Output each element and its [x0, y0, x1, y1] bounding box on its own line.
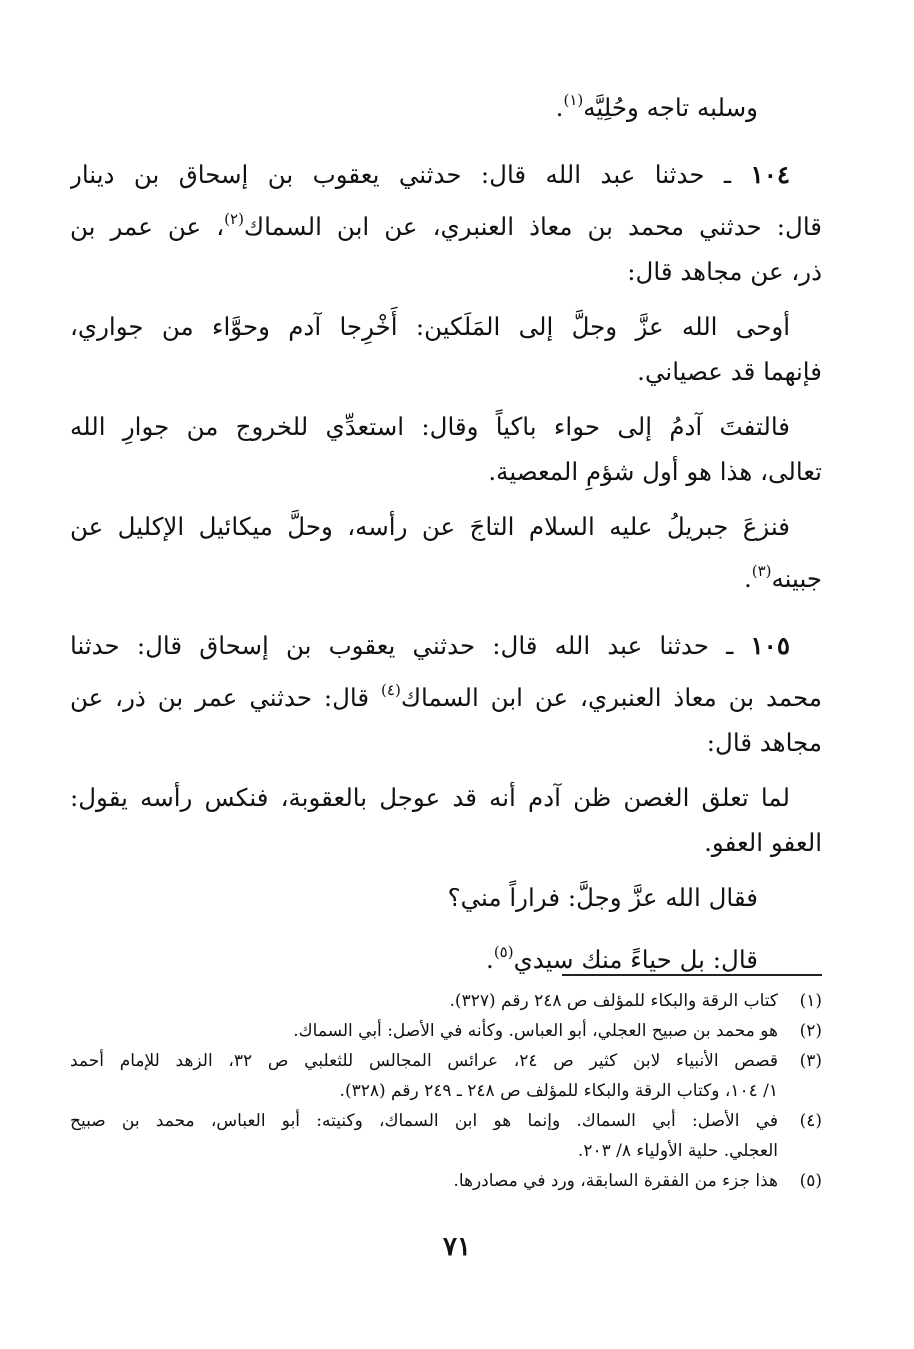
hadith-number: ١٠٥ [750, 631, 790, 660]
text-span: ـ حدثنا عبد الله قال: حدثني يعقوب بن إسحاق بن دينار [70, 160, 732, 189]
footnote-line: قصص الأنبياء لابن كثير ص ٢٤، عرائس المجالس للثعلبي ص ٣٢، الزهد للإمام أحمد [70, 1051, 778, 1071]
footnote-ref: (٤) [381, 681, 401, 699]
footnote-ref: (٢) [224, 210, 244, 228]
footnote-text [70, 1046, 778, 1106]
paragraph-line: لما تعلق الغصن ظن آدم أنه قد عوجل بالعقوبة، فنكس رأسه يقول: [70, 783, 790, 812]
text-span: جبينه [771, 564, 822, 593]
paragraph-line: أوحى الله عزَّ وجلَّ إلى المَلَكين: أَخْرِجا آدم وحوَّاء من جواري، [70, 312, 790, 341]
text-span: ذر، عن مجاهد قال: [627, 257, 822, 286]
page-number: ٧١ [443, 1232, 471, 1262]
hadith-line [70, 668, 822, 720]
footnote-5 [70, 1166, 822, 1196]
footnote-line: هذا جزء من الفقرة السابقة، ورد في مصادرها. [453, 1171, 778, 1191]
paragraph-line [70, 549, 822, 601]
hadith-line [70, 249, 822, 294]
footnote-text [70, 1166, 778, 1196]
paragraph-line: فقال الله عزَّ وجلَّ: فراراً مني؟ [447, 883, 758, 912]
text-span: مجاهد قال: [706, 728, 822, 757]
footnote-number: (٣) [799, 1051, 822, 1071]
text-span: قال: حدثني محمد بن معاذ العنبري، عن ابن السماك [243, 212, 822, 241]
hadith-line [70, 197, 822, 249]
footnote-number: (٤) [799, 1111, 822, 1131]
text-span: ، عن عمر بن [70, 212, 225, 241]
paragraph [70, 875, 822, 920]
footnote-ref: (١) [563, 91, 584, 109]
hadith-line [70, 152, 822, 197]
text-span: وسلبه تاجه وحُلِيَّه [583, 93, 758, 122]
footnote-number: (٥) [799, 1171, 822, 1191]
footnote-separator [562, 974, 822, 976]
opening-line [70, 78, 822, 130]
hadith-line [70, 720, 822, 765]
footnote-number: (٢) [799, 1021, 822, 1041]
text-span: . [743, 564, 752, 593]
footnote-4 [70, 1106, 822, 1166]
footnote-3 [70, 1046, 822, 1106]
paragraph-line: العفو العفو. [704, 828, 822, 857]
paragraph-line: فالتفتَ آدمُ إلى حواء باكياً وقال: استعدِّي للخروج من جوارِ الله [70, 412, 790, 441]
hadith-line [70, 623, 822, 668]
footnote-line: ١/ ١٠٤، وكتاب الرقة والبكاء للمؤلف ص ٢٤٨ ـ ٢٤٩ رقم (٣٢٨). [339, 1081, 778, 1101]
footnote-text [70, 1106, 778, 1166]
text-span: . [486, 945, 494, 974]
paragraph [70, 404, 822, 494]
footnote-line: كتاب الرقة والبكاء للمؤلف ص ٢٤٨ رقم (٣٢٧). [449, 991, 778, 1011]
hadith-number: ١٠٤ [750, 160, 791, 189]
text-span: . [555, 93, 564, 122]
hadith-104 [70, 152, 822, 601]
footnote-2 [70, 1016, 822, 1046]
text-span: قال: حدثني عمر بن ذر، عن [70, 683, 382, 712]
footnote-line: هو محمد بن صبيح العجلي، أبو العباس. وكأنه في الأصل: أبي السماك. [293, 1021, 778, 1041]
text-span: محمد بن معاذ العنبري، عن ابن السماك [400, 683, 822, 712]
footnote-text [70, 986, 778, 1016]
footnote-ref: (٣) [751, 562, 772, 580]
footnote-1 [70, 986, 822, 1016]
footnote-text [70, 1016, 778, 1046]
paragraph-line: فنزعَ جبريلُ عليه السلام التاجَ عن رأسه، وحلَّ ميكائيل الإكليل عن [70, 512, 790, 541]
hadith-105 [70, 623, 822, 982]
paragraph [70, 504, 822, 601]
paragraph-line: تعالى، هذا هو أول شؤمِ المعصية. [488, 457, 822, 486]
paragraph [70, 304, 822, 394]
footnotes [70, 974, 822, 1196]
footnote-number: (١) [799, 991, 822, 1011]
text-span: قال: بل حياءً منك سيدي [513, 945, 758, 974]
paragraph [70, 775, 822, 865]
main-text [70, 78, 822, 982]
footnote-line: في الأصل: أبي السماك. وإنما هو ابن السماك، وكنيته: أبو العباس، محمد بن صبيح [70, 1111, 778, 1131]
text-span: ـ حدثنا عبد الله قال: حدثني يعقوب بن إسحاق قال: حدثنا [70, 631, 734, 660]
footnote-line: العجلي. حلية الأولياء ٨/ ٢٠٣. [577, 1141, 778, 1161]
paragraph-line: فإنهما قد عصياني. [637, 357, 822, 386]
footnote-ref: (٥) [493, 943, 514, 961]
